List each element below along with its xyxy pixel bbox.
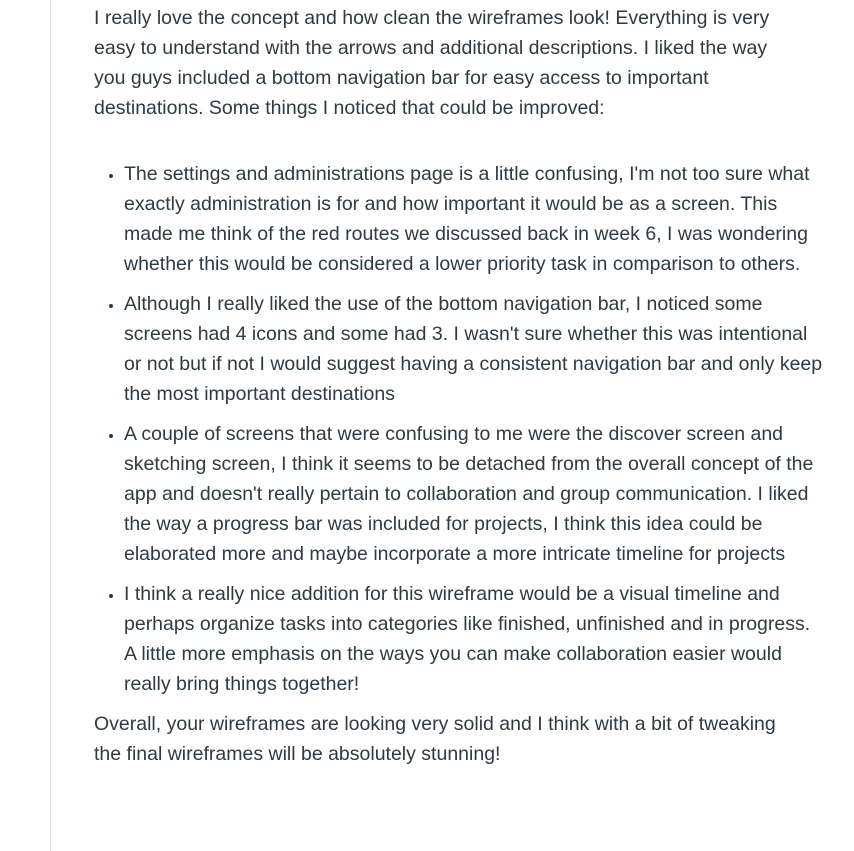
reply-message-body — [94, 3, 824, 769]
intro-paragraph: I really love the concept and how clean the wireframes look! Everything is very easy to understand with the arrows and additional descriptions. I liked the way you guys included a bottom navigation bar for easy access to important destinations. Some things I noticed that could be improved: — [94, 7, 770, 119]
list-item: • Although I really liked the use of the bottom navigation bar, I noticed some screens had 4 icons and some had 3. I wasn't sure whether this was intentional or not but if not I would suggest having a consistent navigation bar and only keep the most important destinations — [124, 289, 824, 409]
closing-paragraph: Overall, your wireframes are looking very solid and I think with a bit of tweaking the final wireframes will be absolutely stunning! — [94, 713, 776, 765]
feedback-list — [94, 159, 824, 699]
list-item: • I think a really nice addition for this wireframe would be a visual timeline and perhaps organize tasks into categories like finished, unfinished and in progress. A little more emphasis on the ways you can make collaboration easier would really bring things together! — [124, 579, 824, 699]
list-item: • A couple of screens that were confusing to me were the discover screen and sketching screen, I think it seems to be detached from the overall concept of the app and doesn't really pertain to collaboration and group communication. I liked the way a progress bar was included for projects, I think this idea could be elaborated more and maybe incorporate a more intricate timeline for projects — [124, 419, 824, 569]
thread-indent-divider — [50, 0, 51, 851]
list-item: • The settings and administrations page is a little confusing, I'm not too sure what exactly administration is for and how important it would be as a screen. This made me think of the red routes we discussed back in week 6, I was wondering whether this would be considered a lower priority task in comparison to others. — [124, 159, 824, 279]
